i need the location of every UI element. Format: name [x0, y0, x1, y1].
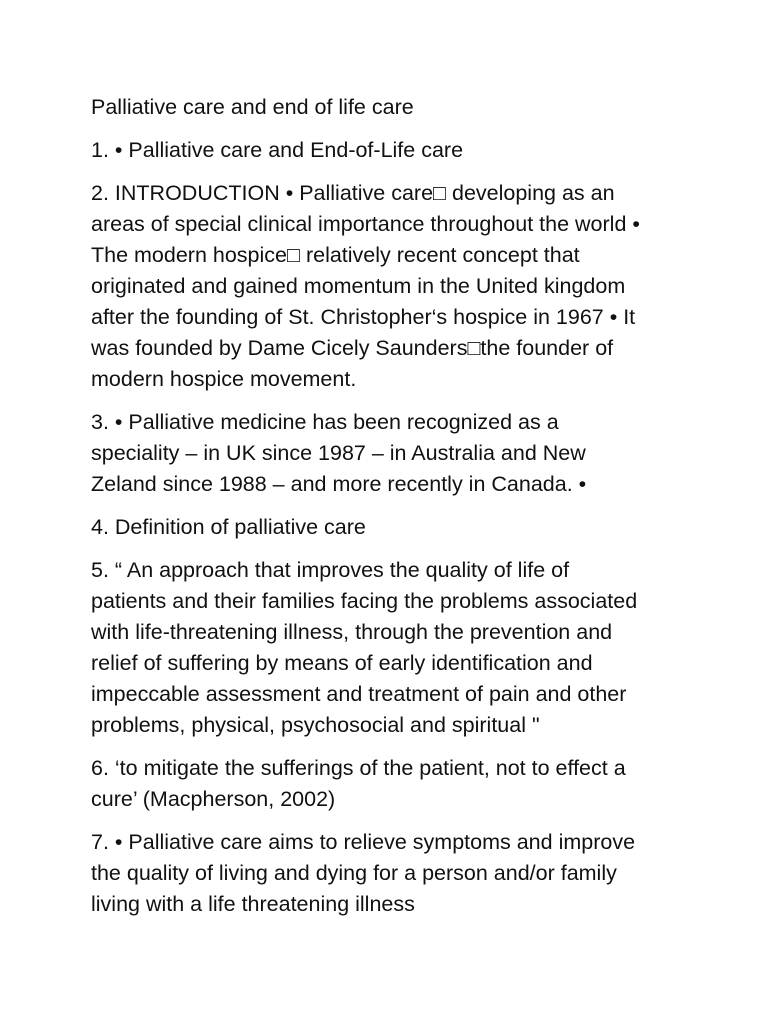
paragraph-1: 1. • Palliative care and End-of-Life care [91, 138, 464, 162]
paragraph-definition-heading: 4. Definition of palliative care [91, 515, 366, 539]
paragraph-6: 6. ‘to mitigate the sufferings of the patient, not to effect a cure’ (Macpherson, 2002) [91, 756, 626, 811]
paragraph-3: 3. • Palliative medicine has been recognized as a speciality – in UK since 1987 – in Australia and New Zeland since 1988 – and more recently in Canada. • [91, 410, 587, 496]
paragraph-definition-quote: 5. “ An approach that improves the quality of life of patients and their families facing the problems associated with life-threatening illness, through the prevention and relief of suffering by means of early identification and impeccable assessment and treatment of pain and other problems, physical, psychosocial and spiritual " [91, 558, 638, 737]
paragraph-7: 7. • Palliative care aims to relieve symptoms and improve the quality of living and dying for a person and/or family living with a life threatening illness [91, 830, 636, 916]
document-page [91, 92, 691, 932]
document-title: Palliative care and end of life care [91, 95, 414, 119]
paragraph-introduction: 2. INTRODUCTION • Palliative care□ developing as an areas of special clinical importance throughout the world • The modern hospice□ relatively recent concept that originated and gained momentum in the United kingdom after the founding of St. Christopher‘s hospice in 1967 • It was founded by Dame Cicely Saunders□the founder of modern hospice movement. [91, 181, 640, 391]
